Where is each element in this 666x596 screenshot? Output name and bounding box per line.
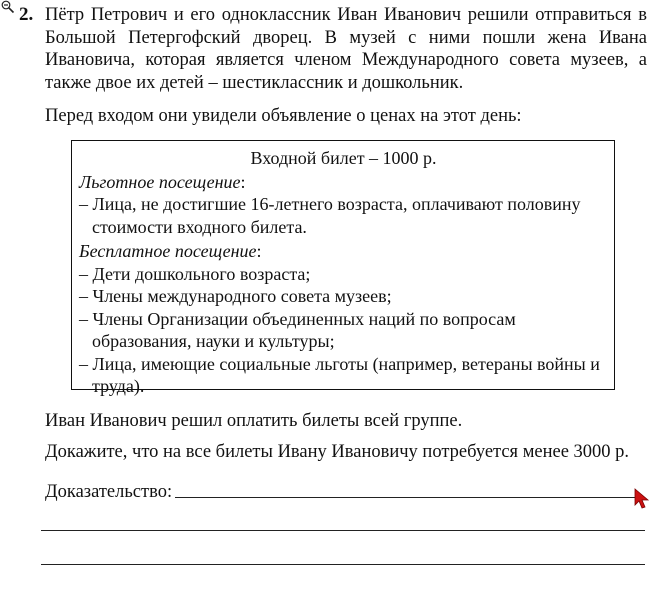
statement-text: Иван Иванович решил оплатить билеты всей группе. [45,411,463,431]
free-item: – Члены международного совета музеев; [79,286,392,306]
proof-label: Доказательство: [45,482,173,502]
discount-item: – Лица, не достигшие 16-летнего возраста, оплачивают половину стоимости входного билета. [79,194,581,237]
question-text: Докажите, что на все билеты Ивану Ивановичу потребуется менее 3000 р. [45,442,630,462]
task-text: Пётр Петрович и его одноклассник Иван Иванович решили отправиться в Большой Петергофский дворец. В музей с ними пошли жена Ивана Ивановича, которая является членом Международного совета музеев, а также двое их детей – шестиклассник и дошкольник. [45,5,647,93]
free-heading: Бесплатное посещение [79,241,257,261]
answer-line-3[interactable] [41,564,645,565]
price-notice-box [71,140,615,396]
answer-line-1[interactable] [175,497,643,498]
intro-text: Перед входом они увидели объявление о ценах на этот день: [45,106,522,126]
notice-title: Входной билет – 1000 р. [250,148,437,168]
answer-line-2[interactable] [41,530,645,531]
mouse-cursor-icon [634,488,650,510]
discount-heading-line: Льготное посещение: [79,171,246,192]
task-number: 2. [19,4,34,25]
free-item: – Члены Организации объединенных наций по вопросам образования, науки и культуры; [79,308,516,351]
discount-heading: Льготное посещение [79,171,241,192]
free-item: – Лица, имеющие социальные льготы (например, ветераны войны и труда). [79,353,600,396]
free-item: – Дети дошкольного возраста; [79,263,311,284]
free-heading-line: Бесплатное посещение: [79,241,262,261]
zoom-out-icon[interactable] [1,0,15,14]
